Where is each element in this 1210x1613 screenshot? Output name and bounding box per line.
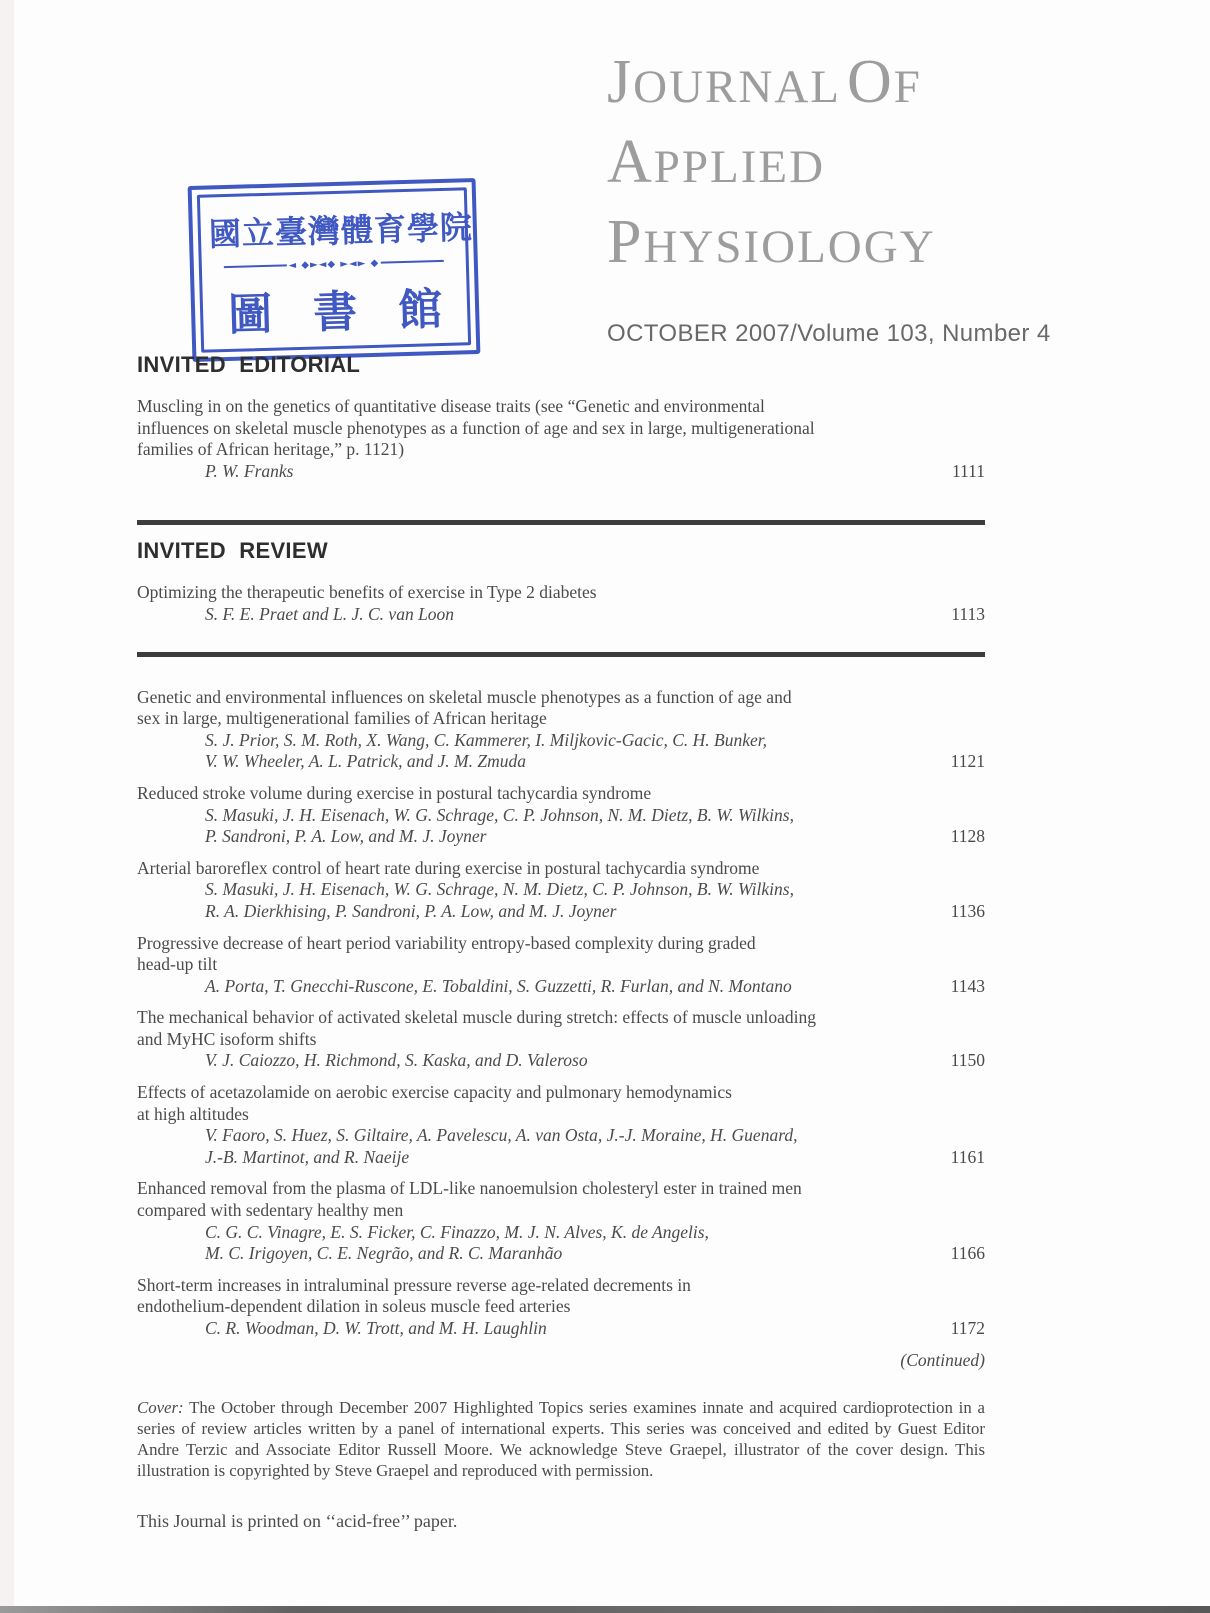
journal-title-line: APPLIED xyxy=(607,128,826,196)
author-page-row xyxy=(205,1243,985,1265)
article-title-line: Arterial baroreflex control of heart rate during exercise in postural tachycardia syndrome xyxy=(137,857,760,878)
cover-note-lead: Cover: xyxy=(137,1398,184,1418)
section-divider-rule xyxy=(137,520,985,525)
author-line: M. C. Irigoyen, C. E. Negrão, and R. C. Maranhão xyxy=(205,1243,563,1264)
continued-note: (Continued) xyxy=(900,1349,985,1370)
article-title-line: sex in large, multigenerational families of African heritage xyxy=(137,708,547,729)
article-authors xyxy=(205,976,985,998)
article-title-line: Genetic and environmental influences on skeletal muscle phenotypes as a function of age and xyxy=(137,686,792,707)
cover-note-text: The October through December 2007 Highlighted Topics series examines innate and acquired cardioprotection in a series of review articles written by a panel of international experts. This series was conceived and edited by Guest Editor Andre Terzic and Associate Editor Russell Moore. We acknowledge Steve Graepel, illustrator of the cover design. This illustration is copyrighted by Steve Graepel and reproduced with permission. xyxy=(137,1398,985,1481)
author-line: S. Masuki, J. H. Eisenach, W. G. Schrage, N. M. Dietz, C. P. Johnson, B. W. Wilkins, xyxy=(205,879,794,900)
toc-entry xyxy=(137,1007,985,1072)
library-stamp-inner-border xyxy=(197,187,474,352)
page-number: 1172 xyxy=(950,1318,985,1338)
masthead xyxy=(607,50,1177,348)
article-authors xyxy=(205,805,985,848)
page-number: 1166 xyxy=(950,1243,985,1264)
page-number: 1111 xyxy=(951,460,985,481)
author-line: S. J. Prior, S. M. Roth, X. Wang, C. Kammerer, I. Miljkovic-Gacic, C. H. Bunker, xyxy=(205,729,768,750)
author-page-row xyxy=(205,461,985,483)
article-authors xyxy=(205,461,985,483)
article-title-line: head-up tilt xyxy=(137,954,218,975)
page-number: 1113 xyxy=(951,603,985,624)
article-title-line: Optimizing the therapeutic benefits of exercise in Type 2 diabetes xyxy=(137,582,597,603)
toc-content xyxy=(137,352,985,1533)
acid-free-note: This Journal is printed on ‘‘acid-free’’ paper. xyxy=(137,1511,458,1532)
article-title-line: Effects of acetazolamide on aerobic exercise capacity and pulmonary hemodynamics xyxy=(137,1082,732,1103)
journal-title-line: JOURNAL OF xyxy=(607,48,922,116)
toc-entry xyxy=(137,1275,985,1340)
article-title-line: Short-term increases in intraluminal pressure reverse age-related decrements in xyxy=(137,1274,691,1295)
article-authors xyxy=(205,604,985,626)
author-page-row xyxy=(205,604,985,626)
scan-bottom-edge-artifact xyxy=(0,1606,1210,1613)
toc-entry xyxy=(137,858,985,923)
author-line: C. G. C. Vinagre, E. S. Ficker, C. Finazzo, M. J. N. Alves, K. de Angelis, xyxy=(205,1221,709,1242)
author-page-row xyxy=(205,1318,985,1340)
toc-entry xyxy=(137,1178,985,1264)
toc-entry xyxy=(137,582,985,625)
article-title-line: and MyHC isoform shifts xyxy=(137,1028,317,1049)
section-heading: INVITED EDITORIAL xyxy=(137,352,361,377)
author-page-row xyxy=(205,976,985,998)
author-line: V. Faoro, S. Huez, S. Giltaire, A. Pavelescu, A. van Osta, J.-J. Moraine, H. Guenard, xyxy=(205,1125,798,1146)
stamp-divider-line-left xyxy=(224,264,287,268)
page-number: 1161 xyxy=(950,1146,985,1167)
author-page-row xyxy=(205,901,985,923)
author-line: J.-B. Martinot, and R. Naeije xyxy=(205,1146,410,1167)
article-authors xyxy=(205,1318,985,1340)
author-line: S. F. E. Praet and L. J. C. van Loon xyxy=(205,603,455,624)
page-number: 1121 xyxy=(950,751,985,772)
article-title-line: families of African heritage,” p. 1121) xyxy=(137,439,405,460)
article-authors xyxy=(205,879,985,922)
page-number: 1136 xyxy=(950,900,985,921)
author-line: A. Porta, T. Gnecchi-Ruscone, E. Tobaldini, S. Guzzetti, R. Furlan, and N. Montano xyxy=(205,975,792,996)
article-title-line: Muscling in on the genetics of quantitative disease traits (see “Genetic and environmental xyxy=(137,396,765,416)
article-authors xyxy=(205,1125,985,1168)
cover-note xyxy=(137,1397,985,1481)
author-line: S. Masuki, J. H. Eisenach, W. G. Schrage, C. P. Johnson, N. M. Dietz, B. W. Wilkins, xyxy=(205,804,794,825)
article-title-line: Reduced stroke volume during exercise in postural tachycardia syndrome xyxy=(137,782,652,803)
page-number: 1143 xyxy=(950,975,985,996)
author-page-row xyxy=(205,826,985,848)
scan-left-edge-artifact xyxy=(0,0,14,1613)
article-title-line: compared with sedentary healthy men xyxy=(137,1200,404,1221)
journal-title-line: PHYSIOLOGY xyxy=(607,208,936,276)
stamp-library-text: 圖 書 館 xyxy=(227,285,443,340)
article-title-line: at high altitudes xyxy=(137,1103,249,1124)
page-number: 1128 xyxy=(950,826,985,847)
toc-entry xyxy=(137,933,985,998)
article-title-line: influences on skeletal muscle phenotypes as a function of age and sex in large, multigenerational xyxy=(137,417,815,438)
toc-entry xyxy=(137,396,985,482)
toc-entry xyxy=(137,687,985,773)
article-title-line: The mechanical behavior of activated skeletal muscle during stretch: effects of muscle unloading xyxy=(137,1007,817,1028)
stamp-divider-line-right xyxy=(381,260,444,264)
author-line: V. W. Wheeler, A. L. Patrick, and J. M. Zmuda xyxy=(205,751,526,772)
toc-entry xyxy=(137,783,985,848)
author-line: C. R. Woodman, D. W. Trott, and M. H. Laughlin xyxy=(205,1318,547,1338)
page-number: 1150 xyxy=(950,1050,985,1071)
stamp-institution-text: 國立臺灣體育學院 xyxy=(208,209,474,253)
article-authors xyxy=(205,1222,985,1265)
stamp-divider-glyphs: ◄ ◆►◄◆ ►◄► ◆ xyxy=(288,257,380,271)
issue-line: OCTOBER 2007/Volume 103, Number 4 xyxy=(607,320,1051,347)
toc-entry xyxy=(137,1082,985,1168)
author-line: P. W. Franks xyxy=(205,460,294,481)
author-page-row xyxy=(205,1050,985,1072)
author-page-row xyxy=(205,751,985,773)
article-authors xyxy=(205,1050,985,1072)
author-line: R. A. Dierkhising, P. Sandroni, P. A. Low, and M. J. Joyner xyxy=(205,900,617,921)
author-line: P. Sandroni, P. A. Low, and M. J. Joyner xyxy=(205,826,487,847)
author-line: V. J. Caiozzo, H. Richmond, S. Kaska, and D. Valeroso xyxy=(205,1050,588,1071)
article-title-line: endothelium-dependent dilation in soleus muscle feed arteries xyxy=(137,1296,571,1317)
section-heading: INVITED REVIEW xyxy=(137,538,328,564)
section-divider-rule xyxy=(137,652,985,657)
article-title-line: Progressive decrease of heart period variability entropy-based complexity during graded xyxy=(137,932,756,953)
author-page-row xyxy=(205,1147,985,1169)
article-authors xyxy=(205,730,985,773)
stamp-divider-ornament xyxy=(224,255,444,272)
article-title-line: Enhanced removal from the plasma of LDL-like nanoemulsion cholesteryl ester in trained men xyxy=(137,1178,802,1199)
library-stamp xyxy=(188,178,481,362)
journal-title xyxy=(607,50,1177,290)
